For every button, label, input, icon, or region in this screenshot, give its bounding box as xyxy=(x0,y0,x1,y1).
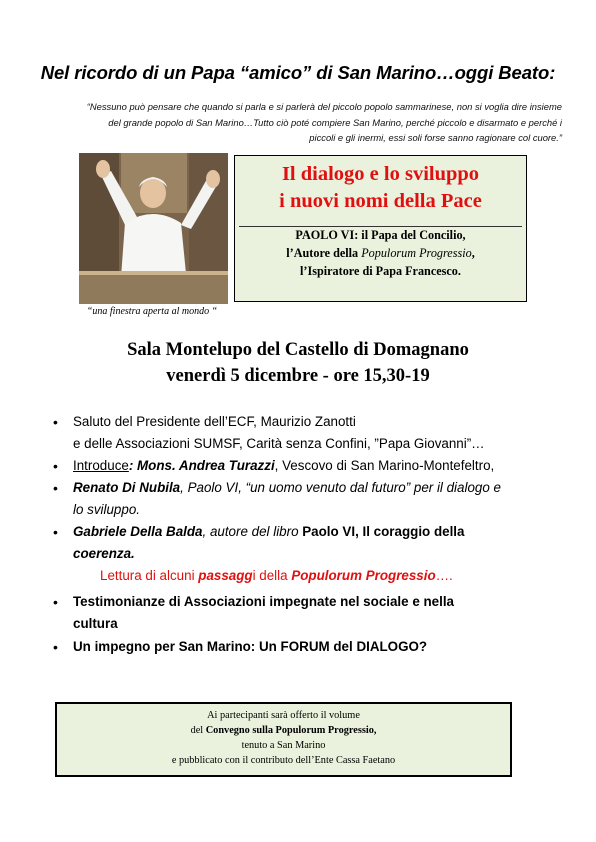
event-date-time: venerdì 5 dicembre - ore 15,30-19 xyxy=(166,366,430,386)
offer-line xyxy=(57,723,510,738)
reading-emphasis: passagg xyxy=(198,568,253,583)
bullet-icon: • xyxy=(53,524,58,540)
pope-photo xyxy=(79,153,228,304)
bullet-icon: • xyxy=(53,480,58,496)
list-item xyxy=(73,521,464,543)
bullet-icon: • xyxy=(53,414,58,430)
event-venue: Sala Montelupo del Castello di Domagnano xyxy=(127,340,469,360)
reading-text: Lettura di alcuni xyxy=(100,568,199,583)
list-item: Saluto del Presidente dell’ECF, Maurizio Zanotti xyxy=(73,414,356,429)
pope-photo-illustration xyxy=(79,153,228,304)
headline-subtitle-2 xyxy=(235,246,526,261)
list-item-cont: coerenza. xyxy=(73,546,135,561)
headline-line-2: i nuovi nomi della Pace xyxy=(279,190,482,212)
list-item: Testimonianze di Associazioni impegnate nel sociale e nella xyxy=(73,594,454,609)
headline-box xyxy=(234,155,527,302)
reading-text: …. xyxy=(435,568,453,583)
headline-subtitle-3: l’Ispiratore di Papa Francesco. xyxy=(300,264,461,278)
offer-line: tenuto a San Marino xyxy=(241,740,326,751)
speaker-role: , autore del libro xyxy=(202,524,303,539)
speaker-name: Renato Di Nubila xyxy=(73,480,181,495)
subtitle-italic: Populorum Progressio xyxy=(361,246,472,260)
offer-text: del xyxy=(190,725,206,736)
bullet-icon: • xyxy=(53,594,58,610)
bullet-icon: • xyxy=(53,639,58,655)
offer-book-title: Convegno sulla Populorum Progressio, xyxy=(205,725,377,736)
reading-note xyxy=(100,565,453,587)
book-title: Paolo VI, Il coraggio della xyxy=(302,524,465,539)
introduce-label: Introduce xyxy=(73,458,129,473)
divider xyxy=(239,226,522,227)
list-item-cont: lo sviluppo. xyxy=(73,502,140,517)
speaker-name: Gabriele Della Balda xyxy=(73,524,203,539)
list-item-cont: cultura xyxy=(73,616,118,631)
reading-emphasis: Populorum Progressio xyxy=(291,568,436,583)
bullet-icon: • xyxy=(53,458,58,474)
headline-subtitle-1: PAOLO VI: il Papa del Concilio, xyxy=(295,228,466,242)
pope-quote xyxy=(36,99,562,146)
list-item-cont: e delle Associazioni SUMSF, Carità senza Confini, ”Papa Giovanni”… xyxy=(73,436,485,451)
talk-title: , Paolo VI, “un uomo venuto dal futuro” per il dialogo e xyxy=(180,480,501,495)
subtitle-text: , xyxy=(471,246,475,260)
page-title: Nel ricordo di un Papa “amico” di San Marino…oggi Beato: xyxy=(40,62,556,83)
quote-line: del grande popolo di San Marino…Tutto ciò poté compiere San Marino, perché piccolo e disarmato e perché i xyxy=(108,116,562,128)
reading-text: i della xyxy=(252,568,292,583)
list-item xyxy=(73,455,494,477)
headline-line-1: Il dialogo e lo sviluppo xyxy=(281,163,480,185)
book-offer-box xyxy=(55,702,512,777)
subtitle-text: l’Autore della xyxy=(286,246,362,260)
speaker-role: , Vescovo di San Marino-Montefeltro, xyxy=(274,458,495,473)
photo-caption: “una finestra aperta al mondo “ xyxy=(86,306,218,317)
offer-line: e pubblicato con il contributo dell’Ente Cassa Faetano xyxy=(171,755,396,766)
offer-line: Ai partecipanti sarà offerto il volume xyxy=(207,710,360,721)
quote-line: “Nessuno può pensare che quando si parla e si parlerà del piccolo popolo sammarinese, non si voglia dire insieme xyxy=(86,101,562,112)
list-item xyxy=(73,477,501,499)
quote-line: piccoli e gli inermi, essi soli forse sanno ragionare col cuore.” xyxy=(309,132,562,143)
list-item: Un impegno per San Marino: Un FORUM del DIALOGO? xyxy=(73,639,428,654)
speaker-name: : Mons. Andrea Turazzi xyxy=(128,458,275,473)
